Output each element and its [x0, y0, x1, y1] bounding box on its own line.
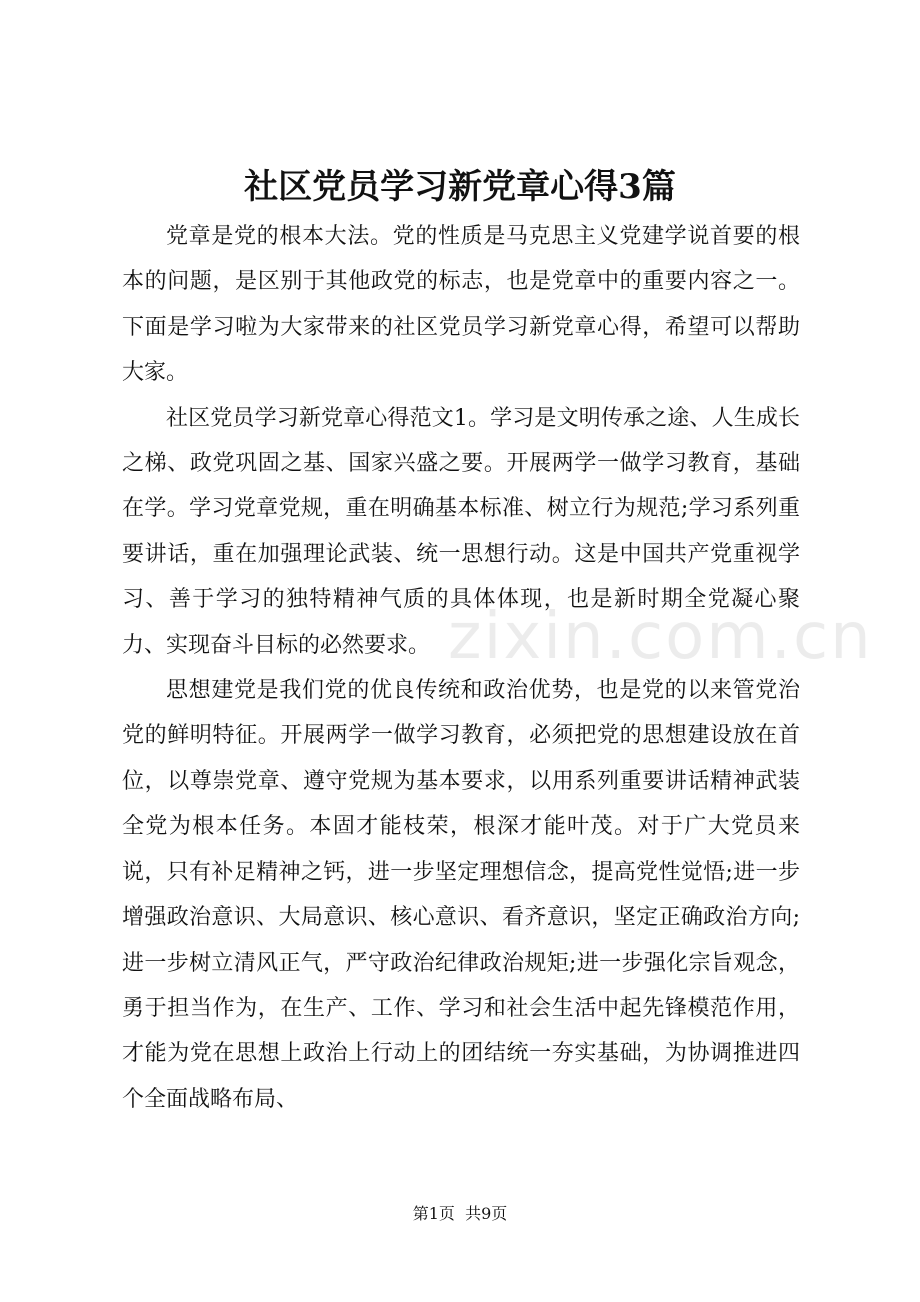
page-total: 共9页	[465, 1204, 508, 1223]
paragraph-ideology: 思想建党是我们党的优良传统和政治优势，也是党的以来管党治党的鲜明特征。开展两学一做学习教育，必须把党的思想建设放在首位，以尊崇党章、遵守党规为基本要求，以用系列重要讲话精神武装全党为根本任务。本固才能枝荣，根深才能叶茂。对于广大党员来说，只有补足精神之钙，进一步坚定理想信念，提高党性觉悟;进一步增强政治意识、大局意识、核心意识、看齐意识，坚定正确政治方向;进一步树立清风正气，严守政治纪律政治规矩;进一步强化宗旨观念，勇于担当作为，在生产、工作、学习和社会生活中起先锋模范作用，才能为党在思想上政治上行动上的团结统一夯实基础，为协调推进四个全面战略布局、	[122, 678, 800, 1112]
paragraph-essay-1: 社区党员学习新党章心得范文1。学习是文明传承之途、人生成长之梯、政党巩固之基、国家兴盛之要。开展两学一做学习教育，基础在学。学习党章党规，重在明确基本标准、树立行为规范;学习系列重要讲话，重在加强理论武装、统一思想行动。这是中国共产党重视学习、善于学习的独特精神气质的具体体现，也是新时期全党凝心聚力、实现奋斗目标的必然要求。	[122, 405, 800, 658]
page-number: 第1页	[412, 1204, 455, 1223]
watermark-text: zixin.com.cn	[448, 600, 873, 674]
page-footer	[0, 1202, 920, 1226]
paragraph-intro: 党章是党的根本大法。党的性质是马克思主义党建学说首要的根本的问题，是区别于其他政党的标志，也是党章中的重要内容之一。下面是学习啦为大家带来的社区党员学习新党章心得，希望可以帮助大家。	[122, 224, 800, 386]
document-title: 社区党员学习新党章心得3篇	[244, 167, 676, 207]
document-body	[122, 214, 800, 1122]
